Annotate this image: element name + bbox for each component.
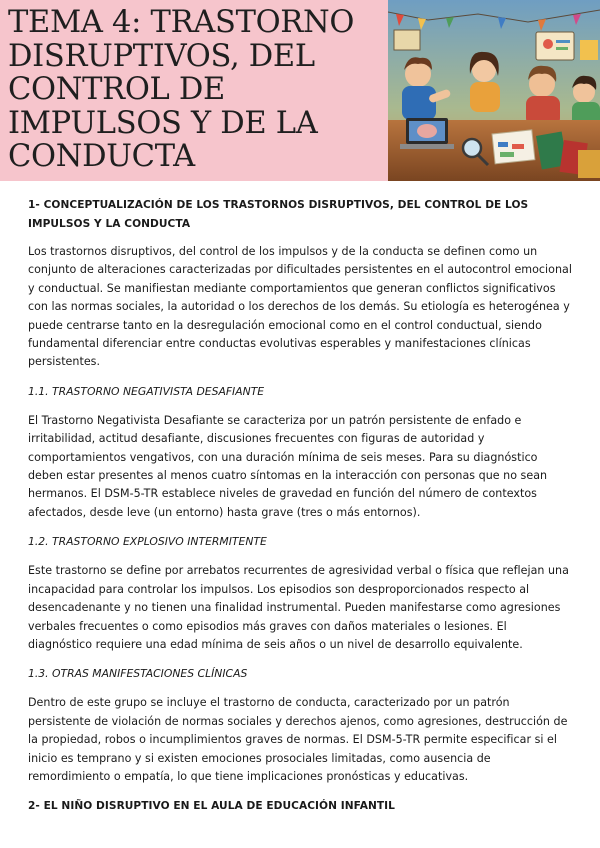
title-line: CONDUCTA xyxy=(8,139,195,174)
section-paragraph: Dentro de este grupo se incluye el trastorno de conducta, caracterizado por un patrón persistente de violación de normas sociales y derechos ajenos, como agresiones, destrucción de la propiedad, robos o incumplimientos graves de normas. El DSM-5-TR permite especificar si el inicio es temprano y si existen emociones prosociales limitadas, como ausencia de remordimiento o empatía, lo que tiene implicaciones pronósticas y educativas. xyxy=(28,696,568,783)
section-paragraph: El Trastorno Negativista Desafiante se caracteriza por un patrón persistente de enfado e irritabilidad, actitud desafiante, discusiones frecuentes con figuras de autoridad y comportamientos vengativos, con una duración mínima de seis meses. Para su diagnóstico deben estar presentes al menos cuatro síntomas en la interacción con personas que no sean hermanos. El DSM-5-TR establece niveles de gravedad en función del número de contextos afectados, desde leve (un entorno) hasta grave (tres o más entornos). xyxy=(28,413,548,519)
subsection-heading: 1.3. OTRAS MANIFESTACIONES CLÍNICAS xyxy=(28,667,248,681)
title-line: DISRUPTIVOS, DEL xyxy=(8,38,315,74)
section-paragraph: Los trastornos disruptivos, del control de los impulsos y de la conducta se definen como un conjunto de alteraciones caracterizadas por dificultades persistentes en el autocontrol emocional y conductual. Se manifiestan mediante comportamientos que generan conflictos significativos con las normas sociales, la autoridad o los derechos de los demás. Su etiología es heterogénea y puede centrarse tanto en la desregulación emocional como en el control conductual, siendo fundamental diferenciar entre conductas evolutivas esperables y manifestaciones clínicas persistentes. xyxy=(28,245,572,369)
title-band xyxy=(0,0,388,181)
title-line: TEMA 4: TRASTORNO xyxy=(8,5,355,40)
section-heading: 1- CONCEPTUALIZACIÓN DE LOS TRASTORNOS DISRUPTIVOS, DEL CONTROL DE LOS IMPULSOS Y LA CONDUCTA xyxy=(28,199,529,230)
header-illustration xyxy=(388,0,600,181)
document-body xyxy=(28,196,573,816)
subsection-heading: 1.2. TRASTORNO EXPLOSIVO INTERMITENTE xyxy=(28,535,267,549)
subsection-heading: 1.1. TRASTORNO NEGATIVISTA DESAFIANTE xyxy=(28,384,265,398)
title-line: CONTROL DE xyxy=(8,72,226,107)
document-title xyxy=(8,6,388,174)
section-paragraph: Este trastorno se define por arrebatos recurrentes de agresividad verbal o física que reflejan una incapacidad para controlar los impulsos. Los episodios son desproporcionados respecto al desencadenante y no tienen una finalidad instrumental. Pueden manifestarse como agresiones verbales frecuentes o como episodios más graves con daños materiales o lesiones. El diagnóstico requiere una edad mínima de seis años o un nivel de desarrollo equivalente. xyxy=(28,564,569,651)
section-heading: 2- EL NIÑO DISRUPTIVO EN EL AULA DE EDUCACIÓN INFANTIL xyxy=(28,800,395,813)
title-line: IMPULSOS Y DE LA xyxy=(8,105,318,141)
page-header xyxy=(0,0,600,181)
